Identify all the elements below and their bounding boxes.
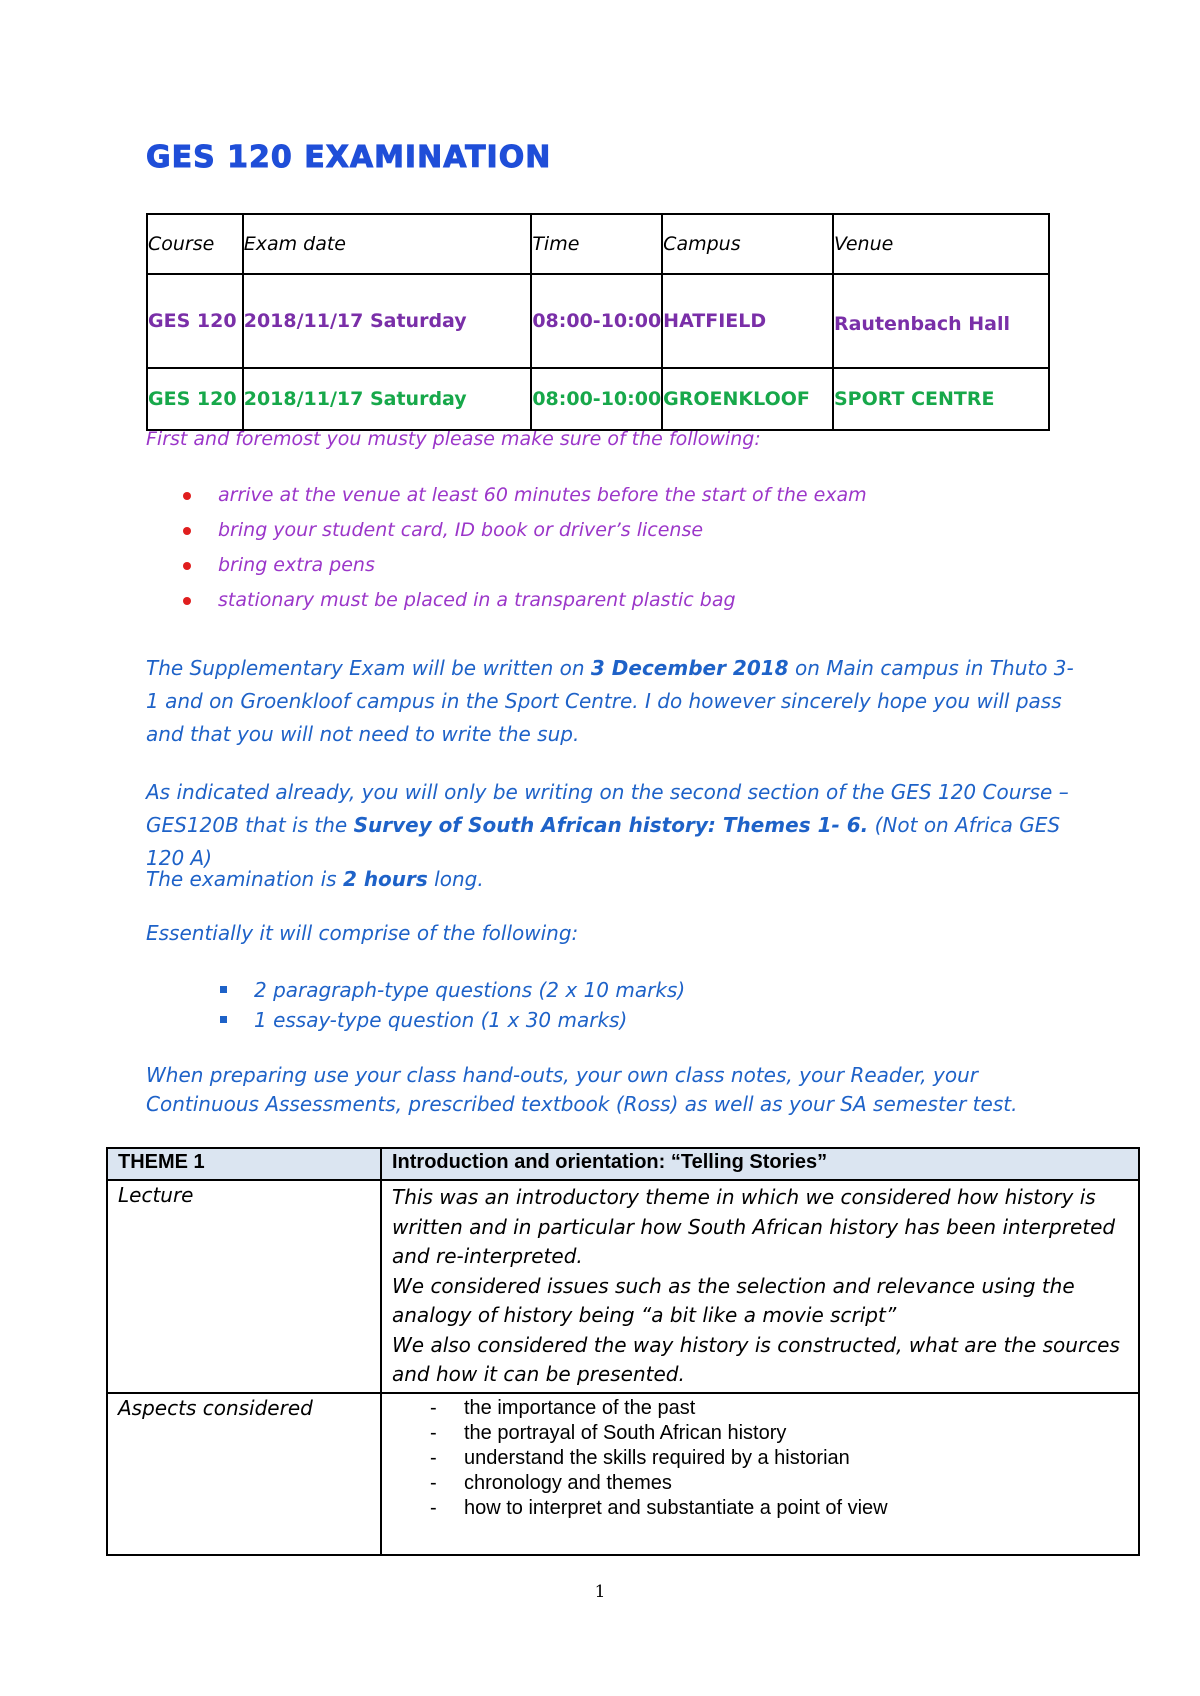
- header-time: Time: [531, 214, 662, 274]
- header-campus: Campus: [662, 214, 833, 274]
- bullet-dot-icon: [183, 562, 191, 570]
- list-item: [180, 478, 867, 513]
- lecture-line: This was an introductory theme in which we considered how history is: [392, 1185, 1096, 1209]
- list-item-text: how to interpret and substantiate a point of view: [464, 1496, 888, 1519]
- square-bullet-icon: [220, 986, 227, 993]
- theme-table: [106, 1147, 1140, 1556]
- lecture-line: and re-interpreted.: [392, 1244, 583, 1268]
- supplementary-date: 3 December 2018: [590, 656, 789, 680]
- aspects-list: [392, 1396, 1128, 1521]
- dash-bullet-icon: -: [430, 1471, 437, 1494]
- duration-text-end: long.: [427, 867, 484, 891]
- table-row: [107, 1393, 1139, 1555]
- dash-bullet-icon: -: [430, 1446, 437, 1469]
- duration-paragraph: [146, 863, 1086, 896]
- list-item-text: stationary must be placed in a transparent plastic bag: [218, 589, 736, 611]
- lecture-line: and how it can be presented.: [392, 1362, 685, 1386]
- list-item: [218, 1005, 685, 1035]
- lecture-description: [381, 1180, 1139, 1393]
- list-item: [392, 1496, 1128, 1521]
- page-number: 1: [594, 1582, 606, 1602]
- aspects-cell: [381, 1393, 1139, 1555]
- cell-exam-date: 2018/11/17 Saturday: [243, 368, 532, 430]
- cell-exam-date: 2018/11/17 Saturday: [243, 274, 532, 368]
- section-note-paragraph: [146, 776, 1086, 875]
- list-item: [392, 1421, 1128, 1446]
- dash-bullet-icon: -: [430, 1396, 437, 1419]
- lecture-line: analogy of history being “a bit like a movie script”: [392, 1303, 897, 1327]
- list-item: [218, 975, 685, 1005]
- header-exam-date: Exam date: [243, 214, 532, 274]
- cell-time: 08:00-10:00: [531, 368, 662, 430]
- table-row: [107, 1180, 1139, 1393]
- preparing-paragraph: When preparing use your class hand-outs, your own class notes, your Reader, your Continuous Assessments, prescribed textbook (Ross) as well as your SA semester test.: [146, 1063, 1018, 1116]
- theme-header-row: [107, 1148, 1139, 1180]
- list-item-text: bring your student card, ID book or driver’s license: [218, 519, 704, 541]
- list-item-text: the importance of the past: [464, 1396, 696, 1419]
- square-bullet-icon: [220, 1016, 227, 1023]
- list-item: [180, 583, 867, 618]
- cell-course: GES 120: [147, 368, 243, 430]
- intro-text: First and foremost you musty please make sure of the following:: [146, 428, 761, 450]
- list-item-text: 2 paragraph-type questions (2 x 10 marks): [254, 978, 686, 1002]
- cell-time: 08:00-10:00: [531, 274, 662, 368]
- supplementary-paragraph: [146, 652, 1086, 751]
- exam-schedule-table: [146, 213, 1050, 431]
- aspects-label: Aspects considered: [107, 1393, 381, 1555]
- header-course: Course: [147, 214, 243, 274]
- cell-campus: GROENKLOOF: [662, 368, 833, 430]
- lecture-line: written and in particular how South African history has been interpreted: [392, 1214, 1116, 1239]
- table-row: [147, 274, 1049, 368]
- bullet-dot-icon: [183, 527, 191, 535]
- cell-venue: SPORT CENTRE: [833, 368, 1049, 430]
- supplementary-text-start: The Supplementary Exam will be written on: [146, 656, 591, 680]
- theme-label: THEME 1: [107, 1148, 381, 1180]
- theme-title: Introduction and orientation: “Telling Stories”: [381, 1148, 1139, 1180]
- list-item: [392, 1471, 1128, 1496]
- section-note-text-end: (Not on Africa GES 120 A): [146, 813, 1061, 870]
- question-list: [218, 975, 685, 1035]
- lecture-label: Lecture: [107, 1180, 381, 1393]
- supplementary-text-end: on Main campus in Thuto 3-1 and on Groenkloof campus in the Sport Centre. I do however sincerely hope you will pass and that you will not need to write the sup.: [146, 656, 1074, 746]
- list-item-text: arrive at the venue at least 60 minutes before the start of the exam: [218, 484, 867, 506]
- section-note-text-start: As indicated already, you will only be writing on the second section of the GES 120 Course – GES120B that is the: [146, 780, 1069, 837]
- bullet-dot-icon: [183, 597, 191, 605]
- table-header-row: [147, 214, 1049, 274]
- list-item: [180, 548, 867, 583]
- comprise-paragraph: Essentially it will comprise of the following:: [146, 921, 579, 945]
- cell-campus: HATFIELD: [662, 274, 833, 368]
- checklist: [180, 478, 867, 618]
- lecture-line: We considered issues such as the selection and relevance using the: [392, 1273, 1075, 1298]
- list-item-text: understand the skills required by a historian: [464, 1446, 850, 1469]
- cell-venue: Rautenbach Hall: [833, 274, 1049, 368]
- duration-text-start: The examination is: [146, 867, 343, 891]
- bullet-dot-icon: [183, 492, 191, 500]
- list-item-text: 1 essay-type question (1 x 30 marks): [254, 1008, 628, 1032]
- list-item-text: the portrayal of South African history: [464, 1421, 787, 1444]
- list-item: [180, 513, 867, 548]
- list-item-text: bring extra pens: [218, 554, 375, 576]
- cell-course: GES 120: [147, 274, 243, 368]
- section-note-bold: Survey of South African history: Themes 1- 6.: [353, 813, 869, 837]
- list-item: [392, 1396, 1128, 1421]
- page-title: GES 120 EXAMINATION: [146, 140, 552, 175]
- table-row: [147, 368, 1049, 430]
- list-item-text: chronology and themes: [464, 1471, 672, 1494]
- duration-bold: 2 hours: [342, 867, 428, 891]
- lecture-line: We also considered the way history is constructed, what are the sources: [392, 1332, 1120, 1357]
- header-venue: Venue: [833, 214, 1049, 274]
- dash-bullet-icon: -: [430, 1496, 437, 1519]
- list-item: [392, 1446, 1128, 1471]
- dash-bullet-icon: -: [430, 1421, 437, 1444]
